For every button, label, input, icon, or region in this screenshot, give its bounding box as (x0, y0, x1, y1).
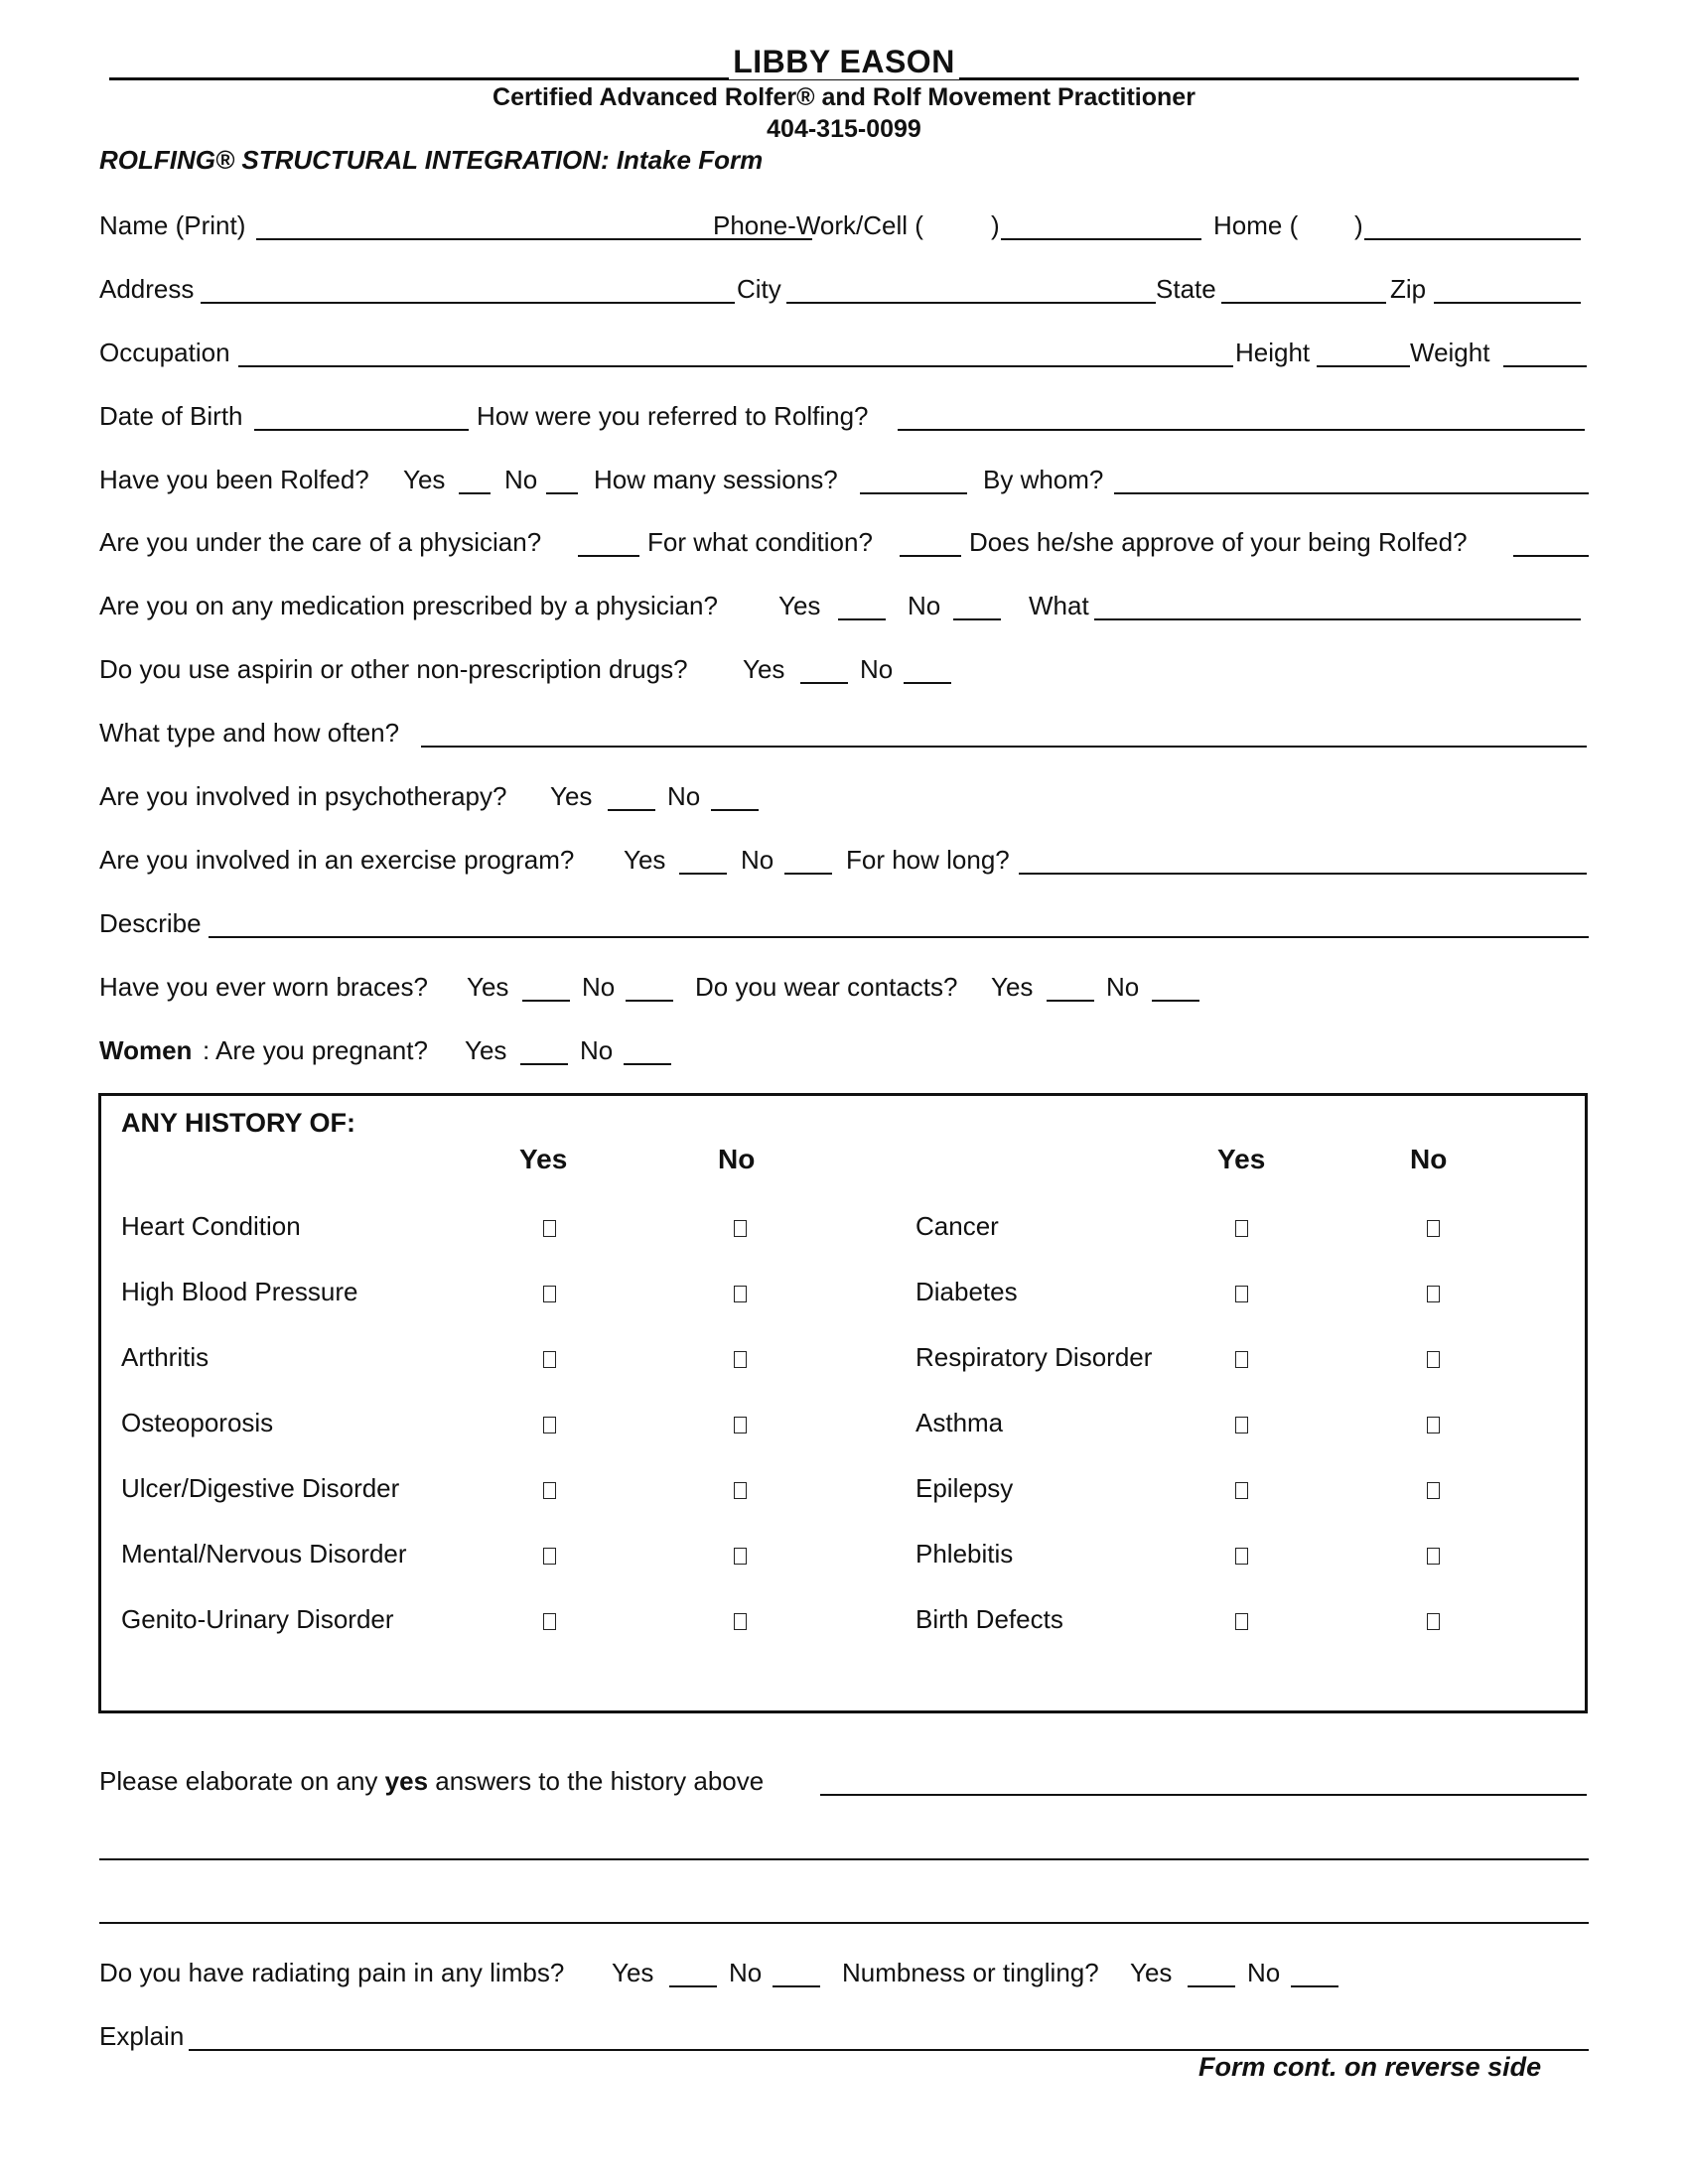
women-label: Women (99, 1035, 193, 1065)
type-often-input-line[interactable] (421, 718, 1587, 748)
contacts-yes-label: Yes (991, 972, 1034, 1002)
occupation-label: Occupation (99, 338, 230, 367)
history-condition-left: Arthritis (121, 1342, 210, 1372)
row-exercise (99, 845, 1589, 879)
aspirin-no-label: No (860, 654, 894, 684)
pregnant-yes-input-line[interactable] (520, 1035, 568, 1065)
row-psychotherapy (99, 781, 1589, 815)
history-no-checkbox-right[interactable] (1427, 1286, 1440, 1302)
radiating-yes-label: Yes (612, 1958, 654, 1987)
home-paren-close: ) (1354, 210, 1363, 240)
history-box (98, 1093, 1588, 1713)
history-yes-checkbox-right[interactable] (1235, 1286, 1248, 1302)
history-yes-checkbox-right[interactable] (1235, 1417, 1248, 1433)
describe-input-line[interactable] (209, 908, 1589, 938)
radiating-no-input-line[interactable] (773, 1958, 820, 1987)
history-yes-checkbox-left[interactable] (543, 1417, 556, 1433)
radiating-yes-input-line[interactable] (669, 1958, 717, 1987)
condition-input-line[interactable] (900, 527, 961, 557)
history-condition-right: Epilepsy (915, 1473, 1014, 1503)
approve-input-line[interactable] (1513, 527, 1589, 557)
history-no-checkbox-right[interactable] (1427, 1482, 1440, 1499)
numbness-no-input-line[interactable] (1291, 1958, 1338, 1987)
psychotherapy-yes-input-line[interactable] (608, 781, 655, 811)
numbness-yes-input-line[interactable] (1188, 1958, 1235, 1987)
numbness-label: Numbness or tingling? (842, 1958, 1099, 1987)
rolfed-label: Have you been Rolfed? (99, 465, 369, 494)
history-no-checkbox-left[interactable] (734, 1351, 747, 1368)
medication-yes-input-line[interactable] (838, 591, 886, 620)
row-explain (99, 2021, 1589, 2055)
history-condition-left: Heart Condition (121, 1211, 301, 1241)
history-condition-left: Mental/Nervous Disorder (121, 1539, 407, 1569)
row-name-phone (99, 210, 1589, 244)
home-phone-label: Home ( (1213, 210, 1299, 240)
history-condition-right: Birth Defects (915, 1604, 1063, 1634)
history-no-checkbox-right[interactable] (1427, 1613, 1440, 1630)
approve-label: Does he/she approve of your being Rolfed? (969, 527, 1468, 557)
row-elaborate (99, 1766, 1589, 1800)
exercise-no-label: No (741, 845, 774, 875)
history-condition-right: Asthma (915, 1408, 1004, 1437)
occupation-input-line[interactable] (238, 338, 1233, 367)
explain-label: Explain (99, 2021, 185, 2051)
history-yes-checkbox-left[interactable] (543, 1548, 556, 1565)
aspirin-yes-label: Yes (743, 654, 785, 684)
rolfed-yes-input-line[interactable] (459, 465, 491, 494)
state-input-line[interactable] (1221, 274, 1386, 304)
history-yes-checkbox-left[interactable] (543, 1482, 556, 1499)
history-yes-checkbox-left[interactable] (543, 1220, 556, 1237)
history-condition-left: High Blood Pressure (121, 1277, 358, 1306)
contacts-label: Do you wear contacts? (695, 972, 958, 1002)
elaborate-input-line[interactable] (820, 1766, 1587, 1796)
rolfed-no-input-line[interactable] (546, 465, 578, 494)
history-no-checkbox-left[interactable] (734, 1613, 747, 1630)
height-label: Height (1235, 338, 1311, 367)
condition-label: For what condition? (647, 527, 873, 557)
by-whom-label: By whom? (983, 465, 1104, 494)
row-occupation (99, 338, 1589, 371)
rolfed-yes-label: Yes (403, 465, 446, 494)
pregnant-no-label: No (580, 1035, 614, 1065)
history-condition-left: Osteoporosis (121, 1408, 274, 1437)
elaborate-input-line-3[interactable] (99, 1894, 1589, 1924)
medication-no-label: No (908, 591, 941, 620)
row-braces-contacts (99, 972, 1589, 1006)
pregnant-no-input-line[interactable] (624, 1035, 671, 1065)
history-no-checkbox-left[interactable] (734, 1220, 747, 1237)
phone-work-label: Phone-Work/Cell ( (713, 210, 923, 240)
dob-label: Date of Birth (99, 401, 243, 431)
psychotherapy-no-input-line[interactable] (711, 781, 759, 811)
pregnant-yes-label: Yes (465, 1035, 507, 1065)
weight-input-line[interactable] (1503, 338, 1587, 367)
by-whom-input-line[interactable] (1114, 465, 1589, 494)
how-long-input-line[interactable] (1019, 845, 1587, 875)
braces-label: Have you ever worn braces? (99, 972, 428, 1002)
radiating-label: Do you have radiating pain in any limbs? (99, 1958, 565, 1987)
braces-no-input-line[interactable] (626, 972, 673, 1002)
history-no-checkbox-right[interactable] (1427, 1220, 1440, 1237)
exercise-no-input-line[interactable] (784, 845, 832, 875)
history-col-no-right: No (1410, 1144, 1448, 1174)
type-often-label: What type and how often? (99, 718, 400, 748)
referral-input-line[interactable] (898, 401, 1585, 431)
medication-no-input-line[interactable] (953, 591, 1001, 620)
row-describe (99, 908, 1589, 942)
history-col-no-left: No (718, 1144, 756, 1174)
city-label: City (737, 274, 781, 304)
history-yes-checkbox-left[interactable] (543, 1613, 556, 1630)
psychotherapy-label: Are you involved in psychotherapy? (99, 781, 507, 811)
history-condition-left: Genito-Urinary Disorder (121, 1604, 394, 1634)
how-long-label: For how long? (846, 845, 1010, 875)
physician-label: Are you under the care of a physician? (99, 527, 542, 557)
row-pregnant (99, 1035, 1589, 1069)
zip-input-line[interactable] (1434, 274, 1581, 304)
zip-label: Zip (1390, 274, 1427, 304)
name-label: Name (Print) (99, 210, 246, 240)
address-input-line[interactable] (201, 274, 735, 304)
radiating-no-label: No (729, 1958, 763, 1987)
history-col-yes-left: Yes (519, 1144, 568, 1174)
history-no-checkbox-left[interactable] (734, 1417, 747, 1433)
medication-yes-label: Yes (778, 591, 821, 620)
row-rolfed (99, 465, 1589, 498)
history-yes-checkbox-right[interactable] (1235, 1482, 1248, 1499)
history-yes-checkbox-right[interactable] (1235, 1351, 1248, 1368)
weight-label: Weight (1410, 338, 1490, 367)
phone-paren-close: ) (991, 210, 1000, 240)
medication-label: Are you on any medication prescribed by a physician? (99, 591, 718, 620)
form-title: ROLFING® STRUCTURAL INTEGRATION: Intake Form (99, 145, 764, 175)
numbness-no-label: No (1247, 1958, 1281, 1987)
exercise-yes-label: Yes (624, 845, 666, 875)
history-yes-checkbox-right[interactable] (1235, 1548, 1248, 1565)
row-aspirin (99, 654, 1589, 688)
numbness-yes-label: Yes (1130, 1958, 1173, 1987)
practitioner-name: LIBBY EASON (109, 44, 1579, 80)
pregnant-label: : Are you pregnant? (203, 1035, 428, 1065)
practitioner-phone: 404-315-0099 (767, 115, 921, 143)
row-radiating (99, 1958, 1589, 1991)
state-label: State (1156, 274, 1216, 304)
history-condition-right: Diabetes (915, 1277, 1018, 1306)
contacts-yes-input-line[interactable] (1047, 972, 1094, 1002)
row-dob-referral (99, 401, 1589, 435)
row-medication (99, 591, 1589, 624)
medication-what-input-line[interactable] (1094, 591, 1581, 620)
aspirin-yes-input-line[interactable] (800, 654, 848, 684)
describe-label: Describe (99, 908, 202, 938)
form-continued-note: Form cont. on reverse side (1198, 2052, 1542, 2082)
history-yes-checkbox-right[interactable] (1235, 1220, 1248, 1237)
dob-input-line[interactable] (254, 401, 469, 431)
exercise-label: Are you involved in an exercise program? (99, 845, 575, 875)
history-condition-right: Phlebitis (915, 1539, 1014, 1569)
address-label: Address (99, 274, 195, 304)
explain-input-line[interactable] (189, 2021, 1589, 2051)
history-yes-checkbox-right[interactable] (1235, 1613, 1248, 1630)
history-no-checkbox-left[interactable] (734, 1482, 747, 1499)
contacts-no-input-line[interactable] (1152, 972, 1199, 1002)
sessions-input-line[interactable] (860, 465, 967, 494)
history-no-checkbox-right[interactable] (1427, 1351, 1440, 1368)
contacts-no-label: No (1106, 972, 1140, 1002)
rolfed-no-label: No (504, 465, 538, 494)
history-condition-right: Cancer (915, 1211, 999, 1241)
practitioner-credential: Certified Advanced Rolfer® and Rolf Movement Practitioner (492, 83, 1196, 111)
elaborate-input-line-2[interactable] (99, 1831, 1589, 1860)
row-type-often (99, 718, 1589, 751)
history-no-checkbox-left[interactable] (734, 1286, 747, 1302)
header-name-line (109, 44, 1579, 79)
history-condition-right: Respiratory Disorder (915, 1342, 1153, 1372)
braces-no-label: No (582, 972, 616, 1002)
aspirin-no-input-line[interactable] (904, 654, 951, 684)
history-condition-left: Ulcer/Digestive Disorder (121, 1473, 400, 1503)
phone-work-input-line[interactable] (1001, 210, 1201, 240)
row-address (99, 274, 1589, 308)
home-phone-input-line[interactable] (1364, 210, 1581, 240)
elaborate-label: Please elaborate on any yes answers to the history above (99, 1766, 765, 1796)
medication-what-label: What (1029, 591, 1089, 620)
history-no-checkbox-right[interactable] (1427, 1548, 1440, 1565)
history-title: ANY HISTORY OF: (121, 1108, 356, 1138)
height-input-line[interactable] (1317, 338, 1410, 367)
braces-yes-label: Yes (467, 972, 509, 1002)
history-col-yes-right: Yes (1217, 1144, 1266, 1174)
row-physician (99, 527, 1589, 561)
physician-input-line[interactable] (578, 527, 639, 557)
referral-label: How were you referred to Rolfing? (477, 401, 869, 431)
history-yes-checkbox-left[interactable] (543, 1286, 556, 1302)
psychotherapy-yes-label: Yes (550, 781, 593, 811)
history-yes-checkbox-left[interactable] (543, 1351, 556, 1368)
sessions-label: How many sessions? (594, 465, 838, 494)
history-no-checkbox-right[interactable] (1427, 1417, 1440, 1433)
history-no-checkbox-left[interactable] (734, 1548, 747, 1565)
city-input-line[interactable] (786, 274, 1156, 304)
psychotherapy-no-label: No (667, 781, 701, 811)
aspirin-label: Do you use aspirin or other non-prescription drugs? (99, 654, 688, 684)
braces-yes-input-line[interactable] (522, 972, 570, 1002)
exercise-yes-input-line[interactable] (679, 845, 727, 875)
